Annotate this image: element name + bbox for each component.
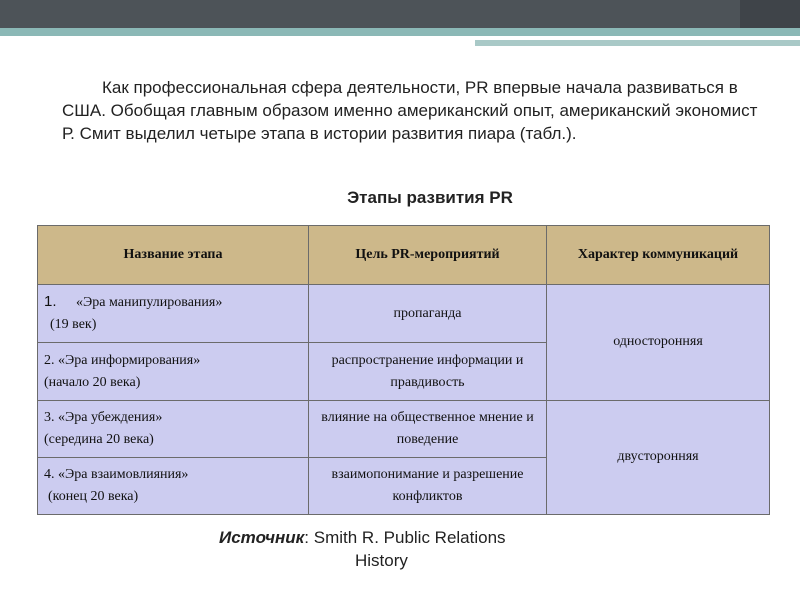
stage-cell (38, 343, 309, 400)
table-row (38, 400, 770, 457)
slide-accent-line (475, 40, 800, 46)
pr-stages-table (37, 225, 770, 515)
source-label: Источник (219, 528, 305, 547)
stage-name: «Эра убеждения» (58, 409, 163, 425)
stage-cell (38, 457, 309, 514)
stage-name: «Эра информирования» (58, 352, 201, 368)
stage-period: (конец 20 века) (48, 488, 139, 504)
stage-cell (38, 400, 309, 457)
table-row (38, 285, 770, 343)
goal-cell: взаимопонимание и разрешение конфликтов (309, 457, 547, 514)
table-title: Этапы развития PR (347, 188, 513, 207)
slide-accent-stripe (0, 28, 800, 36)
goal-cell: пропаганда (309, 285, 547, 343)
slide-header-accent (740, 0, 800, 28)
stage-number: 1. (44, 293, 57, 311)
stage-number: 4. (44, 466, 55, 482)
stage-cell (38, 285, 309, 343)
stage-number: 3. (44, 409, 55, 425)
table-header-row (38, 226, 770, 285)
header-communication: Характер коммуникаций (547, 226, 770, 285)
stage-period: (середина 20 века) (44, 431, 154, 447)
intro-paragraph: Как профессиональная сфера деятельности, PR впервые начала развиваться в США. Обобщая главным образом именно американский опыт, американский экономист Р. Смит выделил четыре этапа в истории развития пиара (табл.). (62, 78, 758, 143)
goal-cell: влияние на общественное мнение и поведение (309, 400, 547, 457)
source-text-continued: History (355, 551, 408, 570)
goal-cell: распространение информации и правдивость (309, 343, 547, 400)
stage-period: (начало 20 века) (44, 374, 141, 390)
header-goal: Цель PR-мероприятий (309, 226, 547, 285)
stage-name: «Эра манипулирования» (76, 295, 223, 311)
source-citation (219, 526, 579, 572)
stage-period: (19 век) (50, 317, 97, 333)
communication-cell: двусторонняя (547, 400, 770, 514)
stage-number: 2. (44, 352, 55, 368)
stage-name: «Эра взаимовлияния» (58, 466, 189, 482)
slide-header-bar (0, 0, 800, 28)
source-text: : Smith R. Public Relations (304, 528, 506, 547)
communication-cell: односторонняя (547, 285, 770, 401)
header-stage-name: Название этапа (38, 226, 309, 285)
